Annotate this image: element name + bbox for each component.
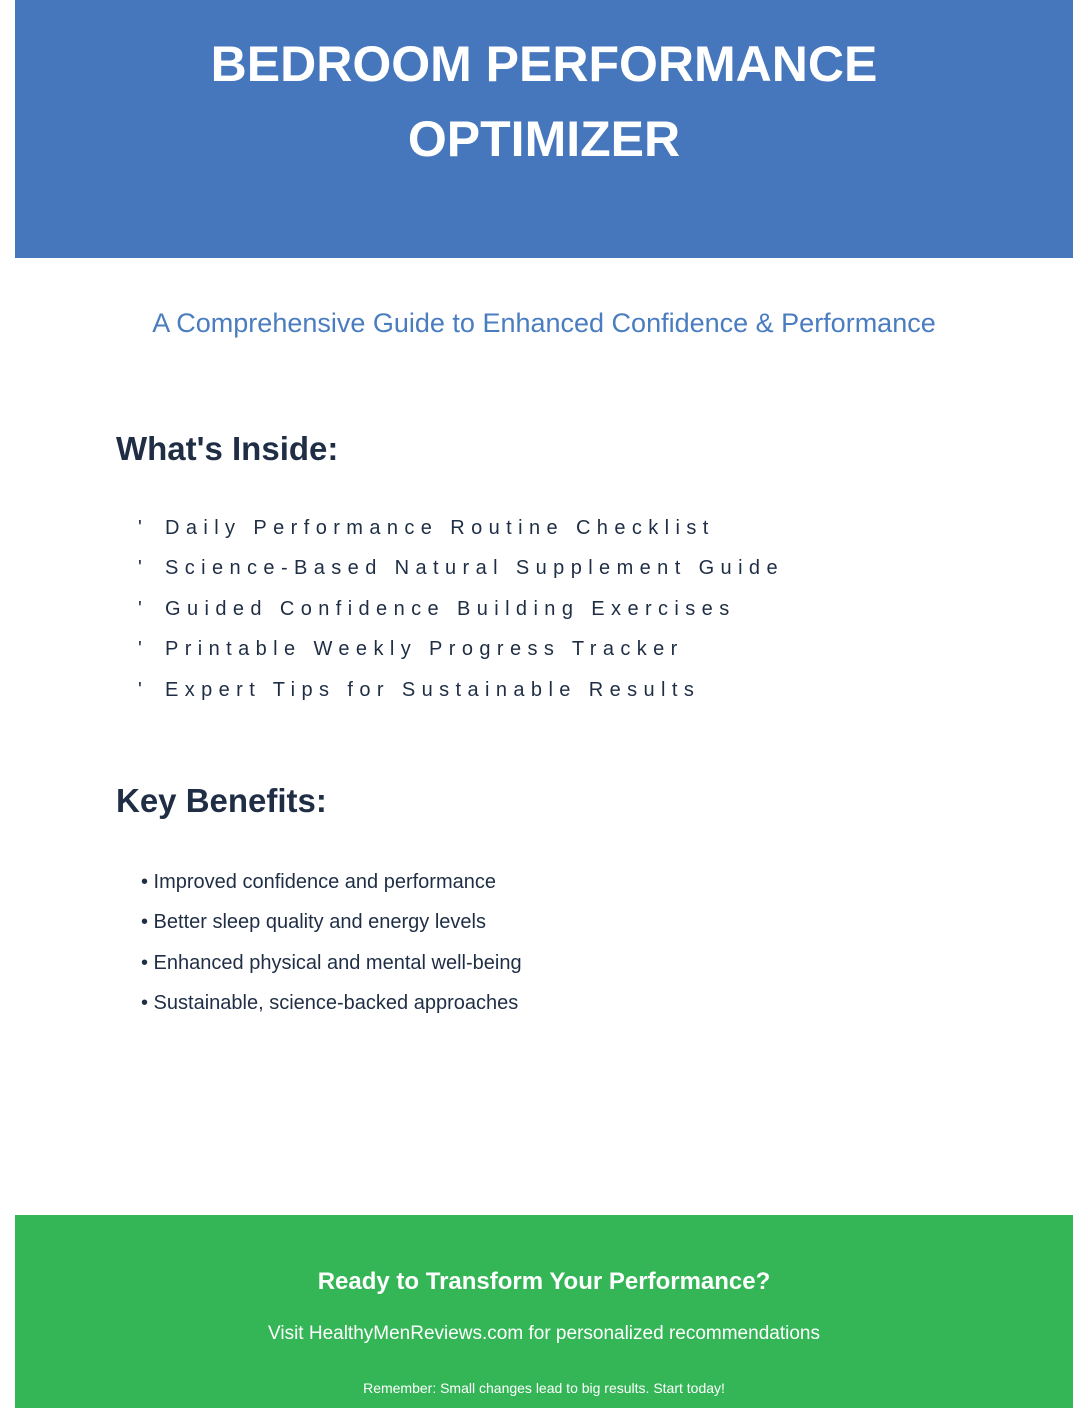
bullet-mark: ' xyxy=(138,678,142,701)
cta-heading: Ready to Transform Your Performance? xyxy=(317,1268,771,1295)
list-item-text: Daily Performance Routine Checklist xyxy=(165,517,715,539)
list-item-text: Guided Confidence Building Exercises xyxy=(165,597,736,620)
page-subtitle: A Comprehensive Guide to Enhanced Confidence & Performance xyxy=(152,308,936,338)
cta-visit-text: Visit HealthyMenReviews.com for personalized recommendations xyxy=(268,1323,820,1344)
benefit-item: • Improved confidence and performance xyxy=(141,871,496,893)
list-item-text: Expert Tips for Sustainable Results xyxy=(165,678,701,701)
page-title-line-2: OPTIMIZER xyxy=(407,111,681,167)
page-title-line-1: BEDROOM PERFORMANCE xyxy=(210,36,878,92)
cta-remember-text: Remember: Small changes lead to big results. Start today! xyxy=(363,1380,725,1396)
list-item-text: Printable Weekly Progress Tracker xyxy=(165,638,684,661)
whats-inside-heading: What's Inside: xyxy=(116,430,339,467)
bullet-mark: ' xyxy=(138,638,142,661)
benefit-item: • Enhanced physical and mental well-being xyxy=(141,951,522,974)
benefit-item: • Better sleep quality and energy levels xyxy=(141,911,486,934)
bullet-mark: ' xyxy=(138,557,142,580)
bullet-mark: ' xyxy=(138,597,142,620)
bullet-mark: ' xyxy=(138,517,142,539)
list-item-text: Science-Based Natural Supplement Guide xyxy=(165,557,784,580)
key-benefits-heading: Key Benefits: xyxy=(116,782,327,819)
footer-cta-content xyxy=(15,0,1073,1408)
benefit-item: • Sustainable, science-backed approaches xyxy=(141,992,519,1015)
